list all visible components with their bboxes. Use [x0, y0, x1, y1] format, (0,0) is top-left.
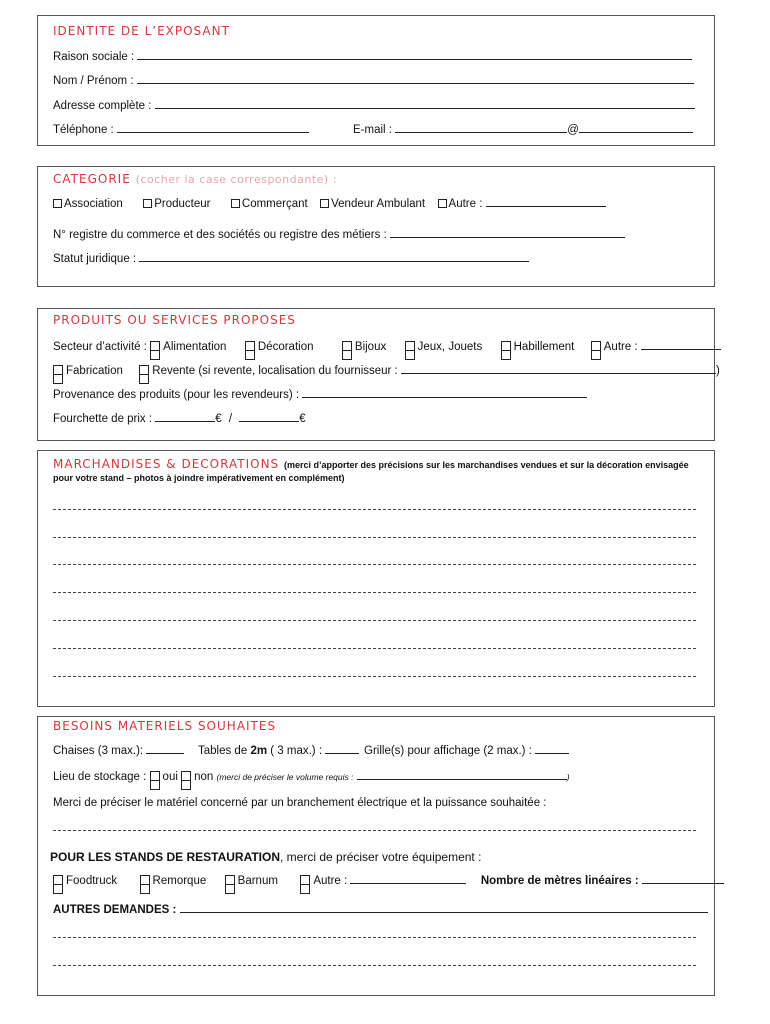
- autres-label: AUTRES DEMANDES :: [53, 904, 177, 916]
- checkbox-alimentation[interactable]: [150, 341, 160, 351]
- option-alimentation: Alimentation: [163, 341, 227, 353]
- tables-field[interactable]: [325, 743, 359, 754]
- option-autre-equip: Autre :: [313, 875, 348, 887]
- statut-field[interactable]: [139, 251, 529, 262]
- option-association: Association: [64, 198, 123, 210]
- option-autre-produit: Autre :: [603, 341, 638, 353]
- stockage-row: [53, 771, 570, 783]
- section-title-categorie: [53, 172, 337, 186]
- write-line[interactable]: [53, 509, 696, 510]
- euro-max: €: [299, 413, 306, 425]
- option-habillement: Habillement: [513, 341, 575, 353]
- stockage-label: Lieu de stockage :: [53, 771, 147, 783]
- write-line[interactable]: [53, 620, 696, 621]
- checkbox-association[interactable]: [53, 199, 62, 208]
- autre-equip-field[interactable]: [350, 873, 466, 884]
- raison-sociale-row: [53, 49, 692, 63]
- section-title-marchandises: [53, 457, 689, 471]
- write-line[interactable]: [53, 648, 696, 649]
- autre-field[interactable]: [486, 196, 606, 207]
- grilles-field[interactable]: [535, 743, 569, 754]
- checkbox-barnum[interactable]: [225, 875, 235, 885]
- chaises-field[interactable]: [146, 743, 184, 754]
- checkbox-non[interactable]: [181, 771, 191, 781]
- option-vendeur-ambulant: Vendeur Ambulant: [331, 198, 426, 210]
- email-user-field[interactable]: [395, 122, 567, 133]
- option-producteur: Producteur: [154, 198, 211, 210]
- nom-prenom-field[interactable]: [137, 73, 694, 84]
- categorie-options: [53, 196, 606, 210]
- raison-sociale-field[interactable]: [137, 49, 692, 60]
- grilles-label: Grille(s) pour affichage (2 max.) :: [364, 745, 532, 757]
- electrique-label: Merci de préciser le matériel concerné par un branchement électrique et la puissance souhaitée :: [53, 797, 547, 809]
- checkbox-foodtruck[interactable]: [53, 875, 63, 885]
- write-line[interactable]: [53, 830, 696, 831]
- metres-field[interactable]: [642, 873, 724, 884]
- option-barnum: Barnum: [237, 875, 278, 887]
- checkbox-producteur[interactable]: [143, 199, 152, 208]
- section-identite: [37, 15, 715, 146]
- section-categorie: [37, 166, 715, 287]
- write-line[interactable]: [53, 937, 696, 938]
- marchandises-note: (merci d’apporter des précisions sur les marchandises vendues et sur la décoration envisagée: [283, 460, 689, 470]
- write-line[interactable]: [53, 965, 696, 966]
- checkbox-fabrication[interactable]: [53, 365, 63, 375]
- section-besoins: [37, 716, 715, 996]
- telephone-label: Téléphone :: [53, 124, 114, 136]
- option-oui: oui: [162, 771, 178, 783]
- at-sign: @: [567, 124, 579, 136]
- option-bijoux: Bijoux: [354, 341, 387, 353]
- fournisseur-field[interactable]: [401, 363, 716, 374]
- marchandises-title: MARCHANDISES & DECORATIONS: [53, 457, 280, 471]
- categorie-subtitle: (cocher la case correspondante) :: [135, 173, 337, 186]
- option-fabrication: Fabrication: [66, 365, 123, 377]
- equipement-row: [53, 873, 724, 887]
- close-paren: ): [715, 365, 720, 377]
- autre-produit-field[interactable]: [641, 339, 721, 350]
- prix-max-field[interactable]: [239, 411, 299, 422]
- option-non: non: [194, 771, 214, 783]
- volume-close: ): [566, 772, 570, 782]
- marchandises-note-2: pour votre stand – photos à joindre impérativement en complément): [53, 473, 345, 483]
- volume-field[interactable]: [357, 771, 567, 780]
- option-remorque: Remorque: [152, 875, 207, 887]
- section-produits: [37, 308, 720, 441]
- section-title-identite: IDENTITE DE L’EXPOSANT: [53, 24, 230, 38]
- tables-row: [198, 743, 359, 757]
- option-revente: Revente (si revente, localisation du fournisseur :: [152, 365, 398, 377]
- secteur-label: Secteur d’activité :: [53, 341, 147, 353]
- checkbox-revente[interactable]: [139, 365, 149, 375]
- adresse-label: Adresse complète :: [53, 100, 152, 112]
- section-title-produits: PRODUITS OU SERVICES PROPOSES: [53, 313, 296, 327]
- slash: /: [228, 413, 233, 425]
- checkbox-habillement[interactable]: [501, 341, 511, 351]
- tables-label-b: 2m: [250, 745, 268, 757]
- chaises-row: [53, 743, 184, 757]
- nom-prenom-label: Nom / Prénom :: [53, 75, 134, 87]
- nom-prenom-row: [53, 73, 694, 87]
- option-jeux-jouets: Jeux, Jouets: [417, 341, 483, 353]
- checkbox-jeux-jouets[interactable]: [405, 341, 415, 351]
- adresse-field[interactable]: [155, 98, 695, 109]
- write-line[interactable]: [53, 564, 696, 565]
- fourchette-label: Fourchette de prix :: [53, 413, 153, 425]
- autres-field[interactable]: [180, 902, 708, 913]
- email-domain-field[interactable]: [579, 122, 693, 133]
- chaises-label: Chaises (3 max.):: [53, 745, 144, 757]
- euro-min: €: [215, 413, 222, 425]
- fourchette-row: [53, 411, 306, 425]
- checkbox-remorque[interactable]: [140, 875, 150, 885]
- write-line[interactable]: [53, 537, 696, 538]
- secteur-row: [53, 339, 721, 353]
- email-label: E-mail :: [353, 124, 392, 136]
- telephone-field[interactable]: [117, 122, 309, 133]
- tables-label-c: ( 3 max.) :: [267, 745, 323, 757]
- section-title-besoins: BESOINS MATERIELS SOUHAITES: [53, 719, 277, 733]
- telephone-row: [53, 122, 309, 136]
- raison-sociale-label: Raison sociale :: [53, 51, 135, 63]
- checkbox-commercant[interactable]: [231, 199, 240, 208]
- volume-label: (merci de préciser le volume requis :: [216, 772, 354, 782]
- registre-row: [53, 227, 625, 241]
- adresse-row: [53, 98, 695, 112]
- statut-row: [53, 251, 529, 265]
- option-autre: Autre :: [448, 198, 483, 210]
- restauration-label: POUR LES STANDS DE RESTAURATION: [50, 850, 281, 864]
- metres-label: Nombre de mètres linéaires :: [480, 875, 639, 887]
- checkbox-decoration[interactable]: [245, 341, 255, 351]
- provenance-label: Provenance des produits (pour les revendeurs) :: [53, 389, 300, 401]
- categorie-title: CATEGORIE: [53, 172, 131, 186]
- registre-field[interactable]: [390, 227, 625, 238]
- write-line[interactable]: [53, 676, 696, 677]
- restauration-label-2: , merci de préciser votre équipement :: [280, 850, 482, 864]
- checkbox-vendeur-ambulant[interactable]: [320, 199, 329, 208]
- registre-label: N° registre du commerce et des sociétés ou registre des métiers :: [53, 229, 387, 241]
- provenance-row: [53, 387, 587, 401]
- tables-label-a: Tables de: [198, 745, 251, 757]
- option-decoration: Décoration: [257, 341, 314, 353]
- fabrication-row: [53, 363, 720, 377]
- checkbox-autre-equip[interactable]: [300, 875, 310, 885]
- section-marchandises: [37, 450, 715, 707]
- checkbox-oui[interactable]: [150, 771, 160, 781]
- provenance-field[interactable]: [302, 387, 587, 398]
- checkbox-bijoux[interactable]: [342, 341, 352, 351]
- restauration-row: [50, 850, 481, 864]
- checkbox-autre[interactable]: [438, 199, 447, 208]
- checkbox-autre-produit[interactable]: [591, 341, 601, 351]
- autres-row: [53, 902, 708, 916]
- grilles-row: [364, 743, 569, 757]
- email-row: [353, 122, 693, 136]
- write-line[interactable]: [53, 592, 696, 593]
- statut-label: Statut juridique :: [53, 253, 137, 265]
- option-foodtruck: Foodtruck: [66, 875, 118, 887]
- option-commercant: Commerçant: [241, 198, 308, 210]
- prix-min-field[interactable]: [155, 411, 215, 422]
